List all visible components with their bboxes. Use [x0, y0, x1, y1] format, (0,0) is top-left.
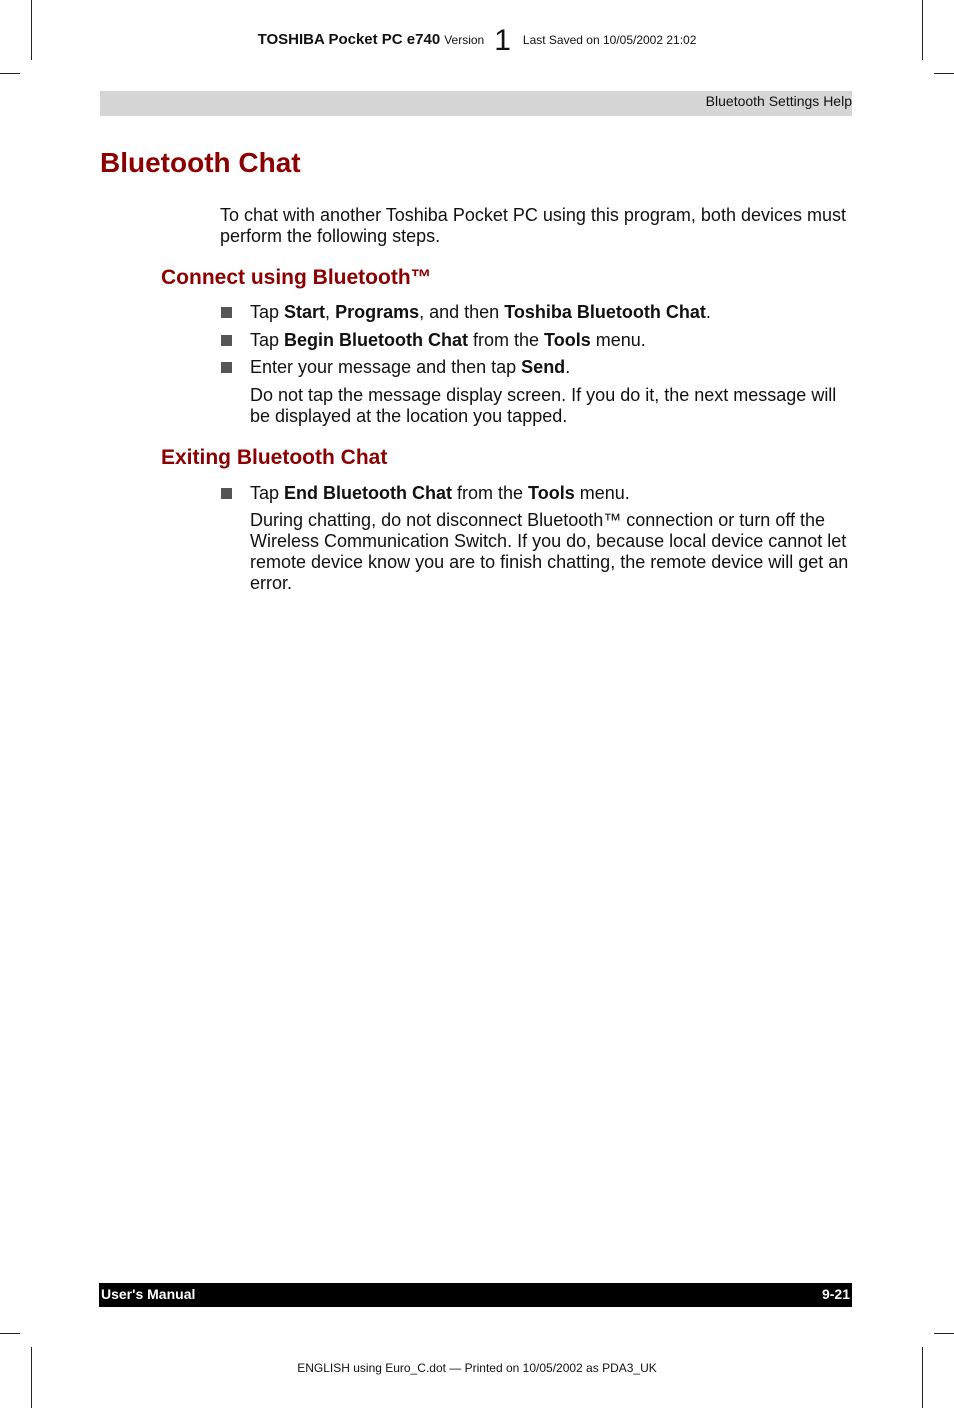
- print-footer: ENGLISH using Euro_C.dot — Printed on 10/05/2002 as PDA3_UK: [297, 1361, 657, 1375]
- crop-mark: [934, 73, 954, 74]
- bullet-square-icon: [221, 335, 232, 346]
- intro-paragraph: To chat with another Toshiba Pocket PC using this program, both devices must perform the following steps.: [220, 205, 846, 246]
- bullet-square-icon: [221, 307, 232, 318]
- exiting-note: During chatting, do not disconnect Bluetooth™ connection or turn off the Wireless Communication Switch. If you do, because local device cannot let remote device know you are to finish chatting, the remote device will get an error.: [250, 510, 849, 593]
- print-header: [0, 18, 954, 57]
- page-number: 9-21: [821, 1286, 850, 1302]
- connect-heading: Connect using Bluetooth™: [161, 266, 432, 289]
- connect-note: Do not tap the message display screen. If you do it, the next message will be displayed at the location you tapped.: [250, 385, 837, 426]
- version-number: 1: [494, 24, 511, 57]
- crop-mark: [922, 1347, 923, 1408]
- crop-mark: [0, 1333, 20, 1334]
- crop-mark: [934, 1333, 954, 1334]
- bullet-square-icon: [221, 362, 232, 373]
- bullet-square-icon: [221, 488, 232, 499]
- page-title: Bluetooth Chat: [100, 147, 301, 178]
- version-label: Version: [444, 33, 485, 47]
- footer-bar: [99, 1283, 852, 1307]
- manual-label: User's Manual: [101, 1286, 196, 1302]
- crop-mark: [0, 73, 20, 74]
- crop-mark: [31, 1347, 32, 1408]
- exiting-heading: Exiting Bluetooth Chat: [161, 446, 388, 469]
- section-name: Bluetooth Settings Help: [705, 93, 852, 109]
- section-bar: [100, 91, 852, 116]
- last-saved: Last Saved on 10/05/2002 21:02: [522, 33, 697, 47]
- product-name: TOSHIBA Pocket PC e740: [257, 31, 441, 48]
